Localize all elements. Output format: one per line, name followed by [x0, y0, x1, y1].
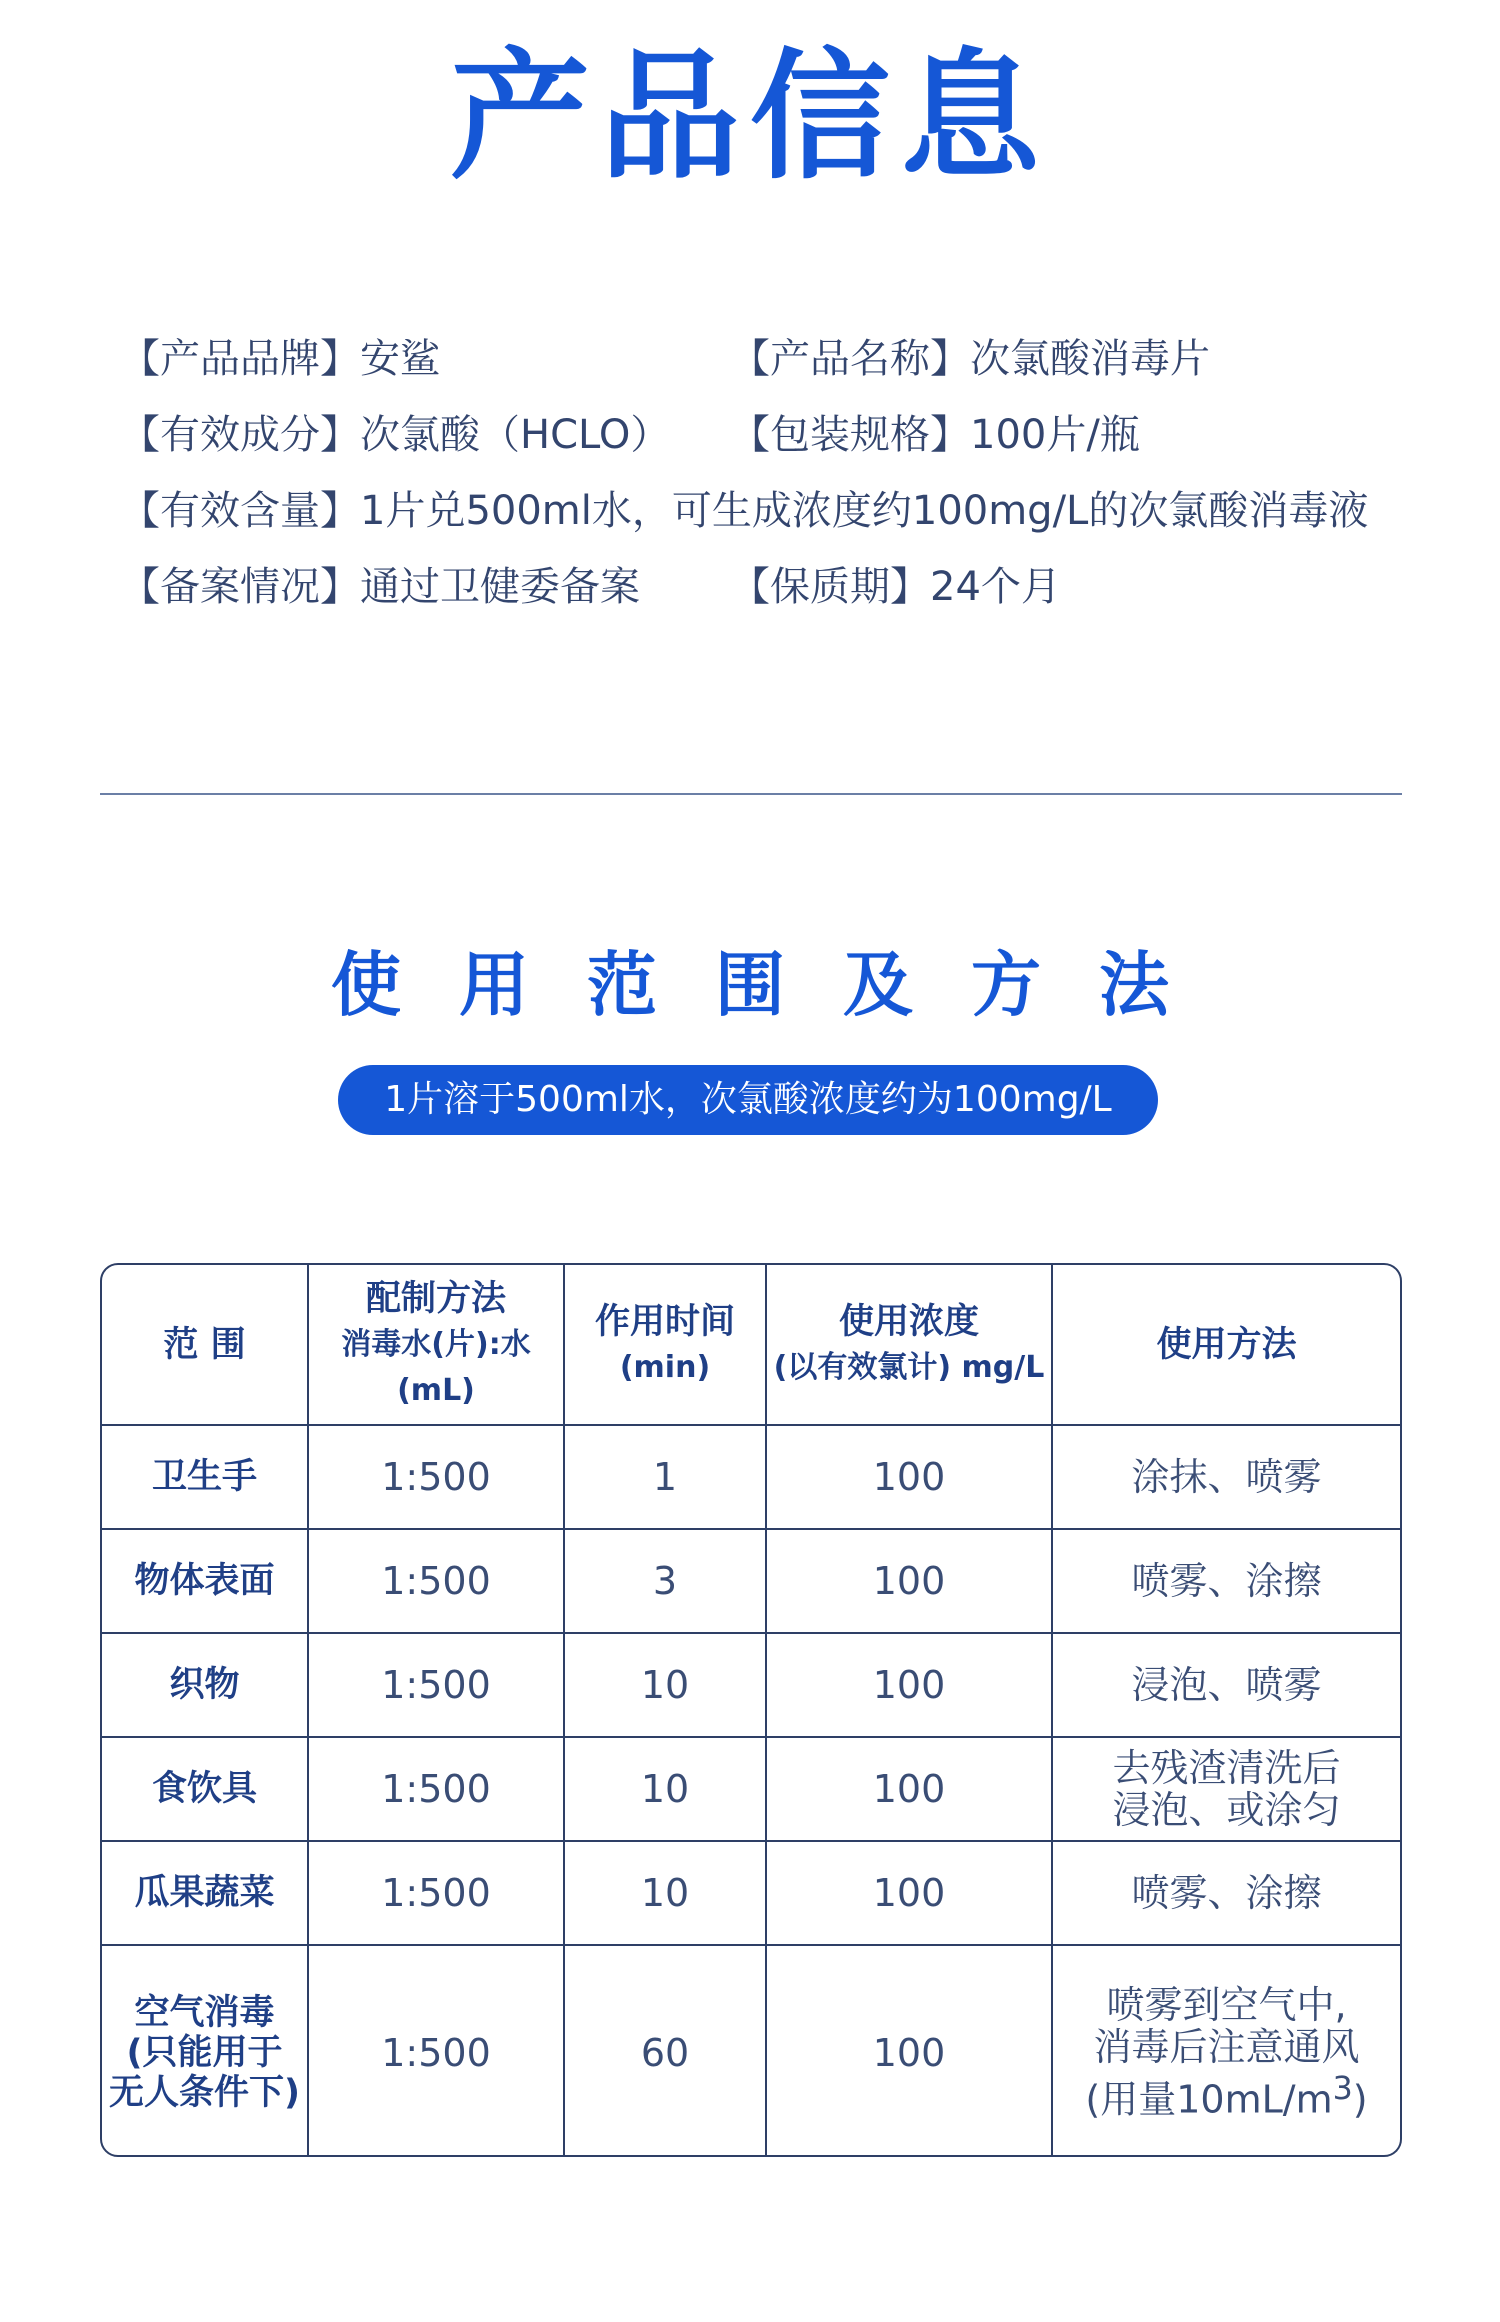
- header-conc: [766, 1265, 1052, 1425]
- cell-method-text-end: ): [1352, 2077, 1368, 2122]
- cell-scope: 卫生手: [102, 1425, 308, 1529]
- header-ratio-label: 配制方法: [365, 1278, 506, 1319]
- cell-conc: 100: [766, 1633, 1052, 1737]
- header-time: [564, 1265, 766, 1425]
- cell-ratio: 1:500: [308, 1529, 564, 1633]
- header-scope: 范 围: [102, 1265, 308, 1425]
- table-row: [102, 1425, 1400, 1529]
- page-title: 产品信息: [449, 36, 1050, 199]
- dilution-banner: 1片溶于500ml水，次氯酸浓度约为100mg/L: [338, 1065, 1158, 1135]
- cell-method: 涂抹、喷雾: [1052, 1425, 1400, 1529]
- table-row: [102, 1737, 1400, 1841]
- cell-method-line: 喷雾到空气中,: [1106, 1983, 1347, 2028]
- cell-method: [1052, 1737, 1400, 1841]
- cell-time: 10: [564, 1737, 766, 1841]
- cell-scope-line: 空气消毒: [134, 1992, 275, 2033]
- cell-time: 60: [564, 1945, 766, 2157]
- table-row: [102, 1945, 1400, 2157]
- cell-ratio: 1:500: [308, 1945, 564, 2157]
- table-row: [102, 1841, 1400, 1945]
- table-header-row: [102, 1265, 1400, 1425]
- cell-method: 喷雾、涂擦: [1052, 1841, 1400, 1945]
- cell-method: 喷雾、涂擦: [1052, 1529, 1400, 1633]
- cell-time: 10: [564, 1841, 766, 1945]
- cell-scope: 瓜果蔬菜: [102, 1841, 308, 1945]
- section-title: 使用范围及方法: [331, 944, 1227, 1026]
- table-row: [102, 1529, 1400, 1633]
- info-content: 【有效含量】1片兑500ml水，可生成浓度约100mg/L的次氯酸消毒液: [120, 488, 1369, 534]
- cell-method-sup: 3: [1332, 2071, 1353, 2108]
- header-ratio-sub: 消毒水(片):水(mL): [341, 1326, 531, 1408]
- header-ratio: [308, 1265, 564, 1425]
- cell-conc: 100: [766, 1945, 1052, 2157]
- cell-ratio: 1:500: [308, 1737, 564, 1841]
- header-conc-label: 使用浓度: [838, 1301, 979, 1342]
- info-brand: 【产品品牌】安鲨: [120, 336, 440, 382]
- cell-method: 浸泡、喷雾: [1052, 1633, 1400, 1737]
- info-package: 【包装规格】100片/瓶: [730, 412, 1140, 458]
- header-method: 使用方法: [1052, 1265, 1400, 1425]
- cell-ratio: 1:500: [308, 1425, 564, 1529]
- cell-time: 3: [564, 1529, 766, 1633]
- cell-scope: [102, 1945, 308, 2157]
- cell-method-line: 去残渣清洗后: [1112, 1746, 1341, 1790]
- cell-time: 10: [564, 1633, 766, 1737]
- cell-ratio: 1:500: [308, 1841, 564, 1945]
- header-conc-sub: (以有效氯计) mg/L: [773, 1349, 1045, 1385]
- cell-conc: 100: [766, 1425, 1052, 1529]
- info-record: 【备案情况】通过卫健委备案: [120, 564, 640, 610]
- usage-table: [100, 1263, 1402, 2157]
- cell-method: [1052, 1945, 1400, 2157]
- cell-conc: 100: [766, 1737, 1052, 1841]
- cell-scope: 织物: [102, 1633, 308, 1737]
- info-shelf-life: 【保质期】24个月: [730, 564, 1061, 610]
- cell-conc: 100: [766, 1529, 1052, 1633]
- cell-scope-line: (只能用于: [126, 2032, 283, 2073]
- table-row: [102, 1633, 1400, 1737]
- cell-conc: 100: [766, 1841, 1052, 1945]
- cell-method-line: [1059, 2068, 1394, 2121]
- cell-scope: 物体表面: [102, 1529, 308, 1633]
- cell-time: 1: [564, 1425, 766, 1529]
- cell-method-line: 浸泡、或涂匀: [1112, 1788, 1341, 1832]
- header-time-sub: (min): [619, 1349, 711, 1385]
- cell-method-line: 消毒后注意通风: [1093, 2025, 1360, 2070]
- cell-method-text: (用量10mL/m: [1085, 2077, 1333, 2122]
- cell-scope-line: 无人条件下): [109, 2072, 300, 2113]
- info-ingredient: 【有效成分】次氯酸（HCLO）: [120, 412, 671, 458]
- cell-scope: 食饮具: [102, 1737, 308, 1841]
- section-divider: [100, 793, 1402, 795]
- cell-ratio: 1:500: [308, 1633, 564, 1737]
- info-name: 【产品名称】次氯酸消毒片: [730, 336, 1210, 382]
- header-time-label: 作用时间: [594, 1301, 735, 1342]
